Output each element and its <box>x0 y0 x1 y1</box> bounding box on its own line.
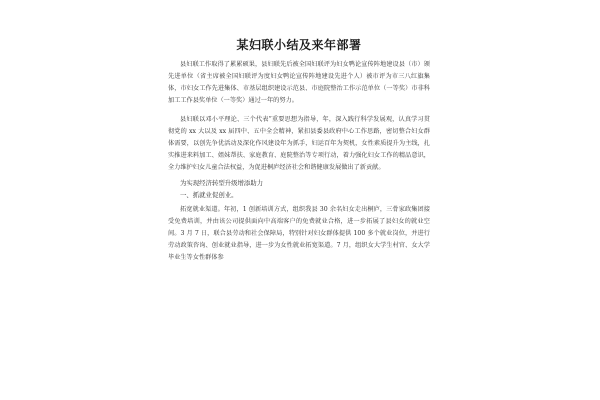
section-heading: 为实现经济转型升级增添助力 <box>180 179 264 187</box>
paragraph-guidance: 县妇联以邓小平理论、三个代表”重要思想为指导，年，深入践行科学发展观，认真学习贯彻党的 xx 大以及 xx 届四中、五中全会精神，紧扣县委县政府中心工作思路，密切整合妇女群体需要，以创先争优活动及深化作风建设年为抓手，妇运百年为契机，女性素质提升为主线，扎实推进来料加工、姐妹帮扶、家庭教育、庭院整治等专项行动，着力强化妇女工作的精品意识，全力维护妇女儿童合法权益，为促进桐庐经济社会和谐健康发展做出了新贡献。 <box>168 116 430 171</box>
subsection-heading: 一、抓就业促创业。 <box>180 191 238 199</box>
document-body <box>168 36 430 271</box>
paragraph-employment: 拓宽就业渠道。年初，1 创新培训方式，组织我县 30 余名妇女走出桐庐，三骨家政集团接受免费培训，并由该公司提供面向中高端客户的免费就业合格，进一步拓展了县妇女的就业空间。3 月 7 日，联合县劳动和社会保障局，特别针对妇女群体提供 100 多个就业岗位，并进行劳动政策咨询、创业就业指导，进一步为女性就业拓宽渠道。7 月，组织女大学生村官、女大学毕业生等女性群体参 <box>168 206 430 261</box>
document-title: 某妇联小结及来年部署 <box>236 38 362 52</box>
paragraph-summary: 县妇联工作取得了累累硕果，县妇联先后被全国妇联评为妇女鸭论宣传阵地建设县（市）颁先进单位（省主席被全国妇联评为度妇女鸭论宣传阵地建设先进个人）被市评为市三八红旗集体，市妇女工作先进集体、市基层组织建设示范县、市庭院整治工作示范单位（一等奖）市非科加工工作县奖单位（一等奖）通过一年的努力。 <box>168 61 430 104</box>
